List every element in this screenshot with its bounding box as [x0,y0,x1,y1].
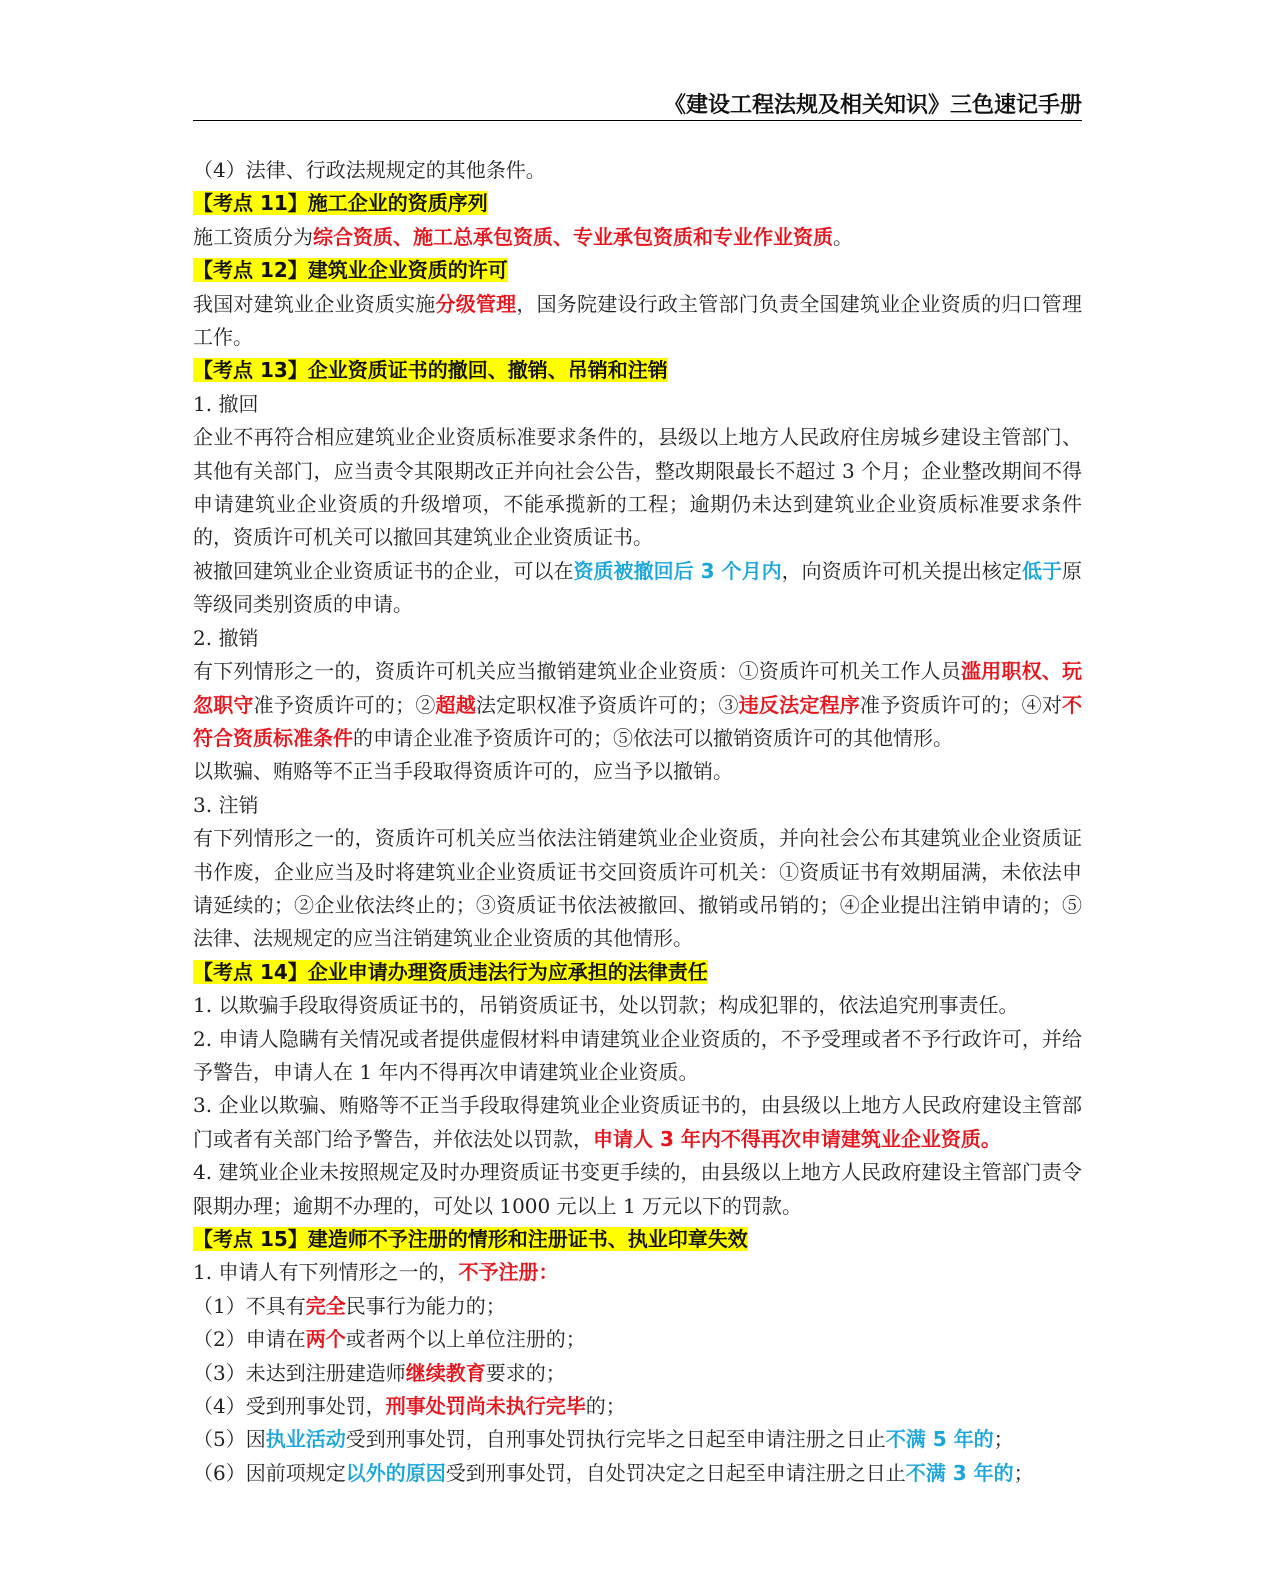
key-point-11-heading: 【考点 11】施工企业的资质序列 [193,191,488,216]
key-point-15-heading: 【考点 15】建造师不予注册的情形和注册证书、执业印章失效 [193,1227,748,1251]
list-item: （2）申请在两个或者两个以上单位注册的； [193,1327,586,1352]
list-item: 3. 企业以欺骗、贿赂等不正当手段取得建筑业企业资质证书的，由县级以上地方人民政府建设主管部门或者有关部门给予警告，并依法处以罚款，申请人 3 年内不得再次申请建筑业企业资质。 [193,1093,1082,1151]
paragraph: 施工资质分为综合资质、施工总承包资质、专业承包资质和专业作业资质。 [193,224,853,249]
key-point-13-heading: 【考点 13】企业资质证书的撤回、撤销、吊销和注销 [193,358,668,383]
paragraph: 被撤回建筑业企业资质证书的企业，可以在资质被撤回后 3 个月内，向资质许可机关提出核定低于原等级同类别资质的申请。 [193,558,1083,617]
header-divider [193,120,1082,121]
subheading-revocation: 2. 撤销 [193,625,259,650]
paragraph: 以欺骗、贿赂等不正当手段取得资质许可的，应当予以撤销。 [193,759,733,784]
list-item: （4）受到刑事处罚，刑事处罚尚未执行完毕的； [193,1394,626,1419]
paragraph: （4）法律、行政法规规定的其他条件。 [193,158,546,182]
list-item: 1. 申请人有下列情形之一的，不予注册： [193,1260,559,1285]
header-title: 《建设工程法规及相关知识》三色速记手册 [663,93,1082,118]
paragraph: 有下列情形之一的，资质许可机关应当依法注销建筑业企业资质，并向社会公布其建筑业企业资质证书作废，企业应当及时将建筑业企业资质证书交回资质许可机关：①资质证书有效期届满，未依法申请延续的；②企业依法终止的；③资质证书依法被撤回、撤销或吊销的；④企业提出注销申请的；⑤法律、法规规定的应当注销建筑业企业资质的其他情形。 [193,826,1082,951]
subheading-withdrawal: 1. 撤回 [193,391,259,416]
paragraph: 我国对建筑业企业资质实施分级管理，国务院建设行政主管部门负责全国建筑业企业资质的归口管理工作。 [193,291,1083,350]
list-item: （3）未达到注册建造师继续教育要求的； [193,1360,566,1385]
key-point-12-heading: 【考点 12】建筑业企业资质的许可 [193,258,508,283]
subheading-cancellation: 3. 注销 [193,792,259,817]
list-item: （5）因执业活动受到刑事处罚，自刑事处罚执行完毕之日起至申请注册之日止不满 5 年的； [193,1427,1014,1452]
list-item: （1）不具有完全民事行为能力的； [193,1293,506,1318]
paragraph: 有下列情形之一的，资质许可机关应当撤销建筑业企业资质：①资质许可机关工作人员滥用职权、玩忽职守准予资质许可的；②超越法定职权准予资质许可的；③违反法定程序准予资质许可的；④对不符合资质标准条件的申请企业准予资质许可的；⑤依法可以撤销资质许可的其他情形。 [193,659,1083,750]
document-body [193,154,1082,1490]
list-item: （6）因前项规定以外的原因受到刑事处罚，自处罚决定之日起至申请注册之日止不满 3 年的； [193,1460,1034,1485]
list-item: 1. 以欺骗手段取得资质证书的，吊销资质证书，处以罚款；构成犯罪的，依法追究刑事责任。 [193,993,1019,1018]
list-item: 2. 申请人隐瞒有关情况或者提供虚假材料申请建筑业企业资质的，不予受理或者不予行政许可，并给予警告，申请人在 1 年内不得再次申请建筑业企业资质。 [193,1026,1082,1084]
paragraph: 企业不再符合相应建筑业企业资质标准要求条件的，县级以上地方人民政府住房城乡建设主管部门、其他有关部门，应当责令其限期改正并向社会公告，整改期限最长不超过 3 个月；企业整改期间不得申请建筑业企业资质的升级增项，不能承揽新的工程；逾期仍未达到建筑业企业资质标准要求条件的，资质许可机关可以撤回其建筑业企业资质证书。 [193,425,1082,550]
key-point-14-heading: 【考点 14】企业申请办理资质违法行为应承担的法律责任 [193,959,708,984]
list-item: 4. 建筑业企业未按照规定及时办理资质证书变更手续的，由县级以上地方人民政府建设主管部门责令限期办理；逾期不办理的，可处以 1000 元以上 1 万元以下的罚款。 [193,1160,1082,1218]
